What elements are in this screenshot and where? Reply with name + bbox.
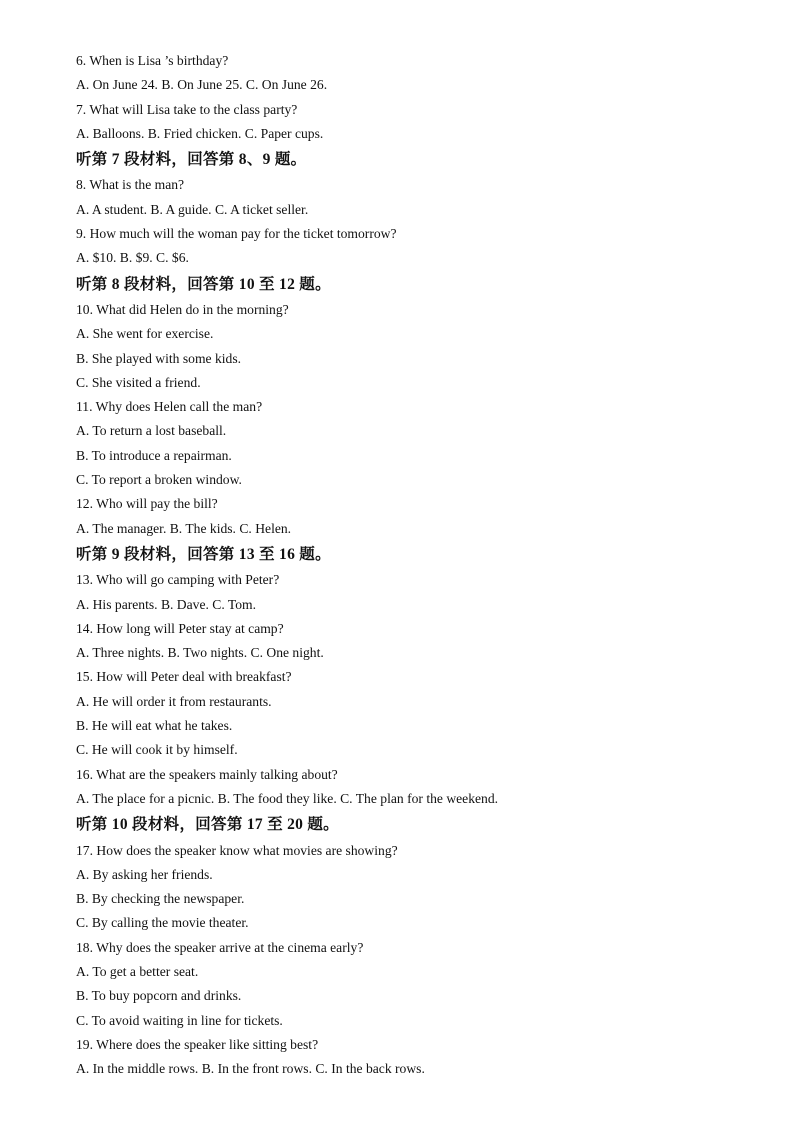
option-text: A. To get a better seat.: [76, 963, 199, 979]
option-text: C. By calling the movie theater.: [76, 915, 249, 931]
option-text: B. By checking the newspaper.: [76, 891, 245, 907]
option-text: A. By asking her friends.: [76, 866, 213, 882]
question-text: 15. How will Peter deal with breakfast?: [76, 669, 292, 685]
question-text: 19. Where does the speaker like sitting best?: [76, 1036, 319, 1052]
option-text: A. Balloons. B. Fried chicken. C. Paper cups.: [76, 125, 324, 141]
question-text: 9. How much will the woman pay for the ticket tomorrow?: [76, 226, 397, 242]
option-text: A. In the middle rows. B. In the front rows. C. In the back rows.: [76, 1061, 425, 1077]
question-text: 10. What did Helen do in the morning?: [76, 301, 289, 317]
question-text: 16. What are the speakers mainly talking about?: [76, 766, 338, 782]
option-text: C. To avoid waiting in line for tickets.: [76, 1012, 283, 1028]
option-text: B. She played with some kids.: [76, 350, 242, 366]
question-text: 14. How long will Peter stay at camp?: [76, 620, 284, 636]
option-text: A. $10. B. $9. C. $6.: [76, 250, 189, 266]
option-text: B. To introduce a repairman.: [76, 447, 232, 463]
option-text: A. A student. B. A guide. C. A ticket seller.: [76, 201, 309, 217]
section-heading: 听第 8 段材料，回答第 10 至 12 题。: [76, 275, 331, 293]
section-heading: 听第 9 段材料，回答第 13 至 16 题。: [76, 545, 331, 563]
option-text: A. He will order it from restaurants.: [76, 693, 272, 709]
option-text: A. To return a lost baseball.: [76, 423, 227, 439]
option-text: A. On June 24. B. On June 25. C. On June 26.: [76, 77, 328, 93]
section-heading: 听第 10 段材料，回答第 17 至 20 题。: [76, 816, 339, 834]
option-text: A. His parents. B. Dave. C. Tom.: [76, 596, 257, 612]
question-text: 12. Who will pay the bill?: [76, 496, 218, 512]
question-text: 8. What is the man?: [76, 177, 185, 193]
option-text: A. Three nights. B. Two nights. C. One night.: [76, 645, 324, 661]
question-text: 13. Who will go camping with Peter?: [76, 572, 280, 588]
question-list: [76, 52, 756, 1084]
option-text: C. He will cook it by himself.: [76, 742, 238, 758]
question-text: 18. Why does the speaker arrive at the cinema early?: [76, 939, 364, 955]
section-heading: 听第 7 段材料，回答第 8、9 题。: [76, 151, 307, 169]
question-text: 11. Why does Helen call the man?: [76, 399, 263, 415]
question-text: 7. What will Lisa take to the class party?: [76, 101, 298, 117]
option-text: B. To buy popcorn and drinks.: [76, 988, 242, 1004]
option-text: B. He will eat what he takes.: [76, 718, 233, 734]
question-text: 6. When is Lisa ’s birthday?: [76, 53, 229, 68]
option-text: A. The place for a picnic. B. The food they like. C. The plan for the weekend.: [76, 790, 499, 806]
option-text: C. To report a broken window.: [76, 472, 242, 488]
option-text: A. The manager. B. The kids. C. Helen.: [76, 520, 292, 536]
question-text: 17. How does the speaker know what movies are showing?: [76, 842, 398, 858]
option-text: C. She visited a friend.: [76, 374, 201, 390]
option-text: A. She went for exercise.: [76, 326, 214, 342]
